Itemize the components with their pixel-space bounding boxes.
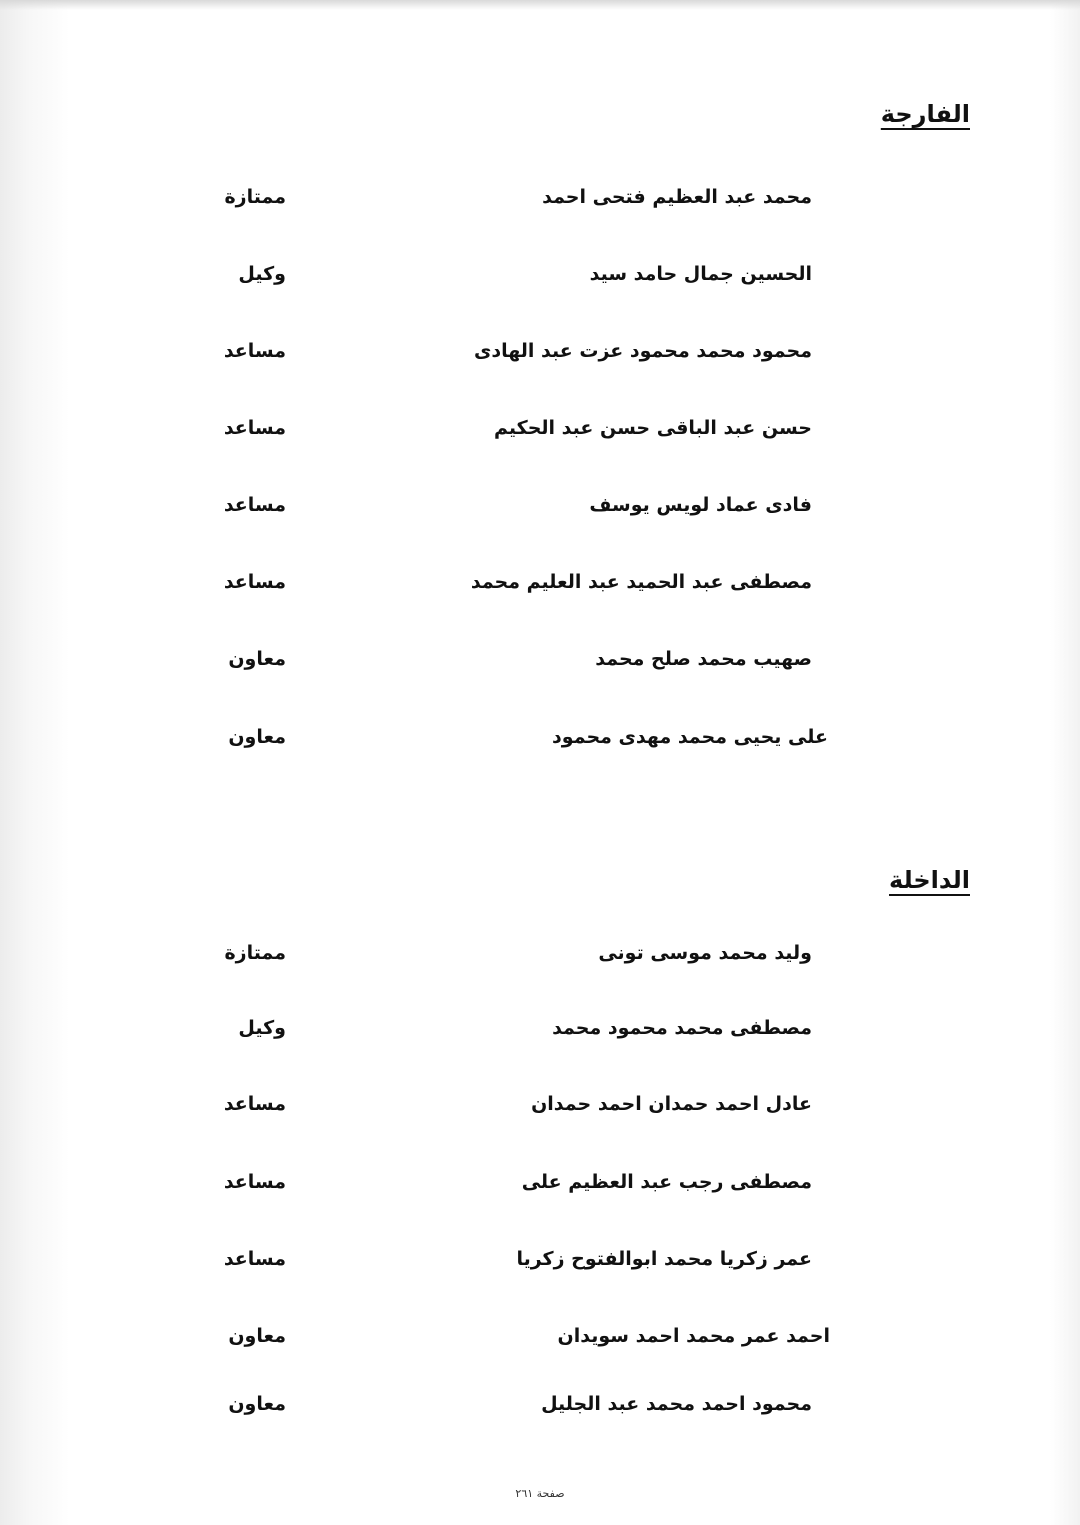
employee-rank: مساعد: [223, 340, 286, 362]
employee-name: عمر زكريا محمد ابوالفتوح زكريا: [516, 1248, 812, 1270]
employee-rank: مساعد: [223, 571, 286, 593]
employee-rank: مساعد: [223, 1171, 286, 1193]
list-item: [0, 1393, 1080, 1423]
list-item: [0, 648, 1080, 678]
employee-name: احمد عمر محمد احمد سويدان: [557, 1325, 830, 1347]
employee-rank: ممتازة: [224, 942, 286, 964]
scan-edge: [0, 0, 1080, 10]
list-item: [0, 942, 1080, 972]
section-heading: الفارجة: [880, 100, 970, 128]
employee-name: عادل احمد حمدان احمد حمدان: [531, 1093, 812, 1115]
employee-name: فادى عماد لويس يوسف: [589, 494, 812, 516]
employee-name: محمود محمد محمود عزت عبد الهادى: [473, 340, 812, 362]
employee-name: محمد عبد العظيم فتحى احمد: [542, 186, 812, 208]
employee-rank: معاون: [228, 1393, 286, 1415]
employee-rank: مساعد: [223, 1093, 286, 1115]
employee-name: على يحيى محمد مهدى محمود: [552, 726, 828, 748]
employee-rank: مساعد: [223, 417, 286, 439]
employee-name: مصطفى محمد محمود محمد: [552, 1017, 812, 1039]
list-item: [0, 1093, 1080, 1123]
employee-rank: مساعد: [223, 494, 286, 516]
employee-name: محمود احمد محمد عبد الجليل: [541, 1393, 812, 1415]
page-number: صفحة ٢٦١: [515, 1487, 565, 1500]
employee-rank: ممتازة: [224, 186, 286, 208]
list-item: [0, 571, 1080, 601]
employee-name: حسن عبد الباقى حسن عبد الحكيم: [494, 417, 812, 439]
employee-rank: مساعد: [223, 1248, 286, 1270]
list-item: [0, 1171, 1080, 1201]
list-item: [0, 1325, 1080, 1355]
list-item: [0, 1248, 1080, 1278]
employee-name: وليد محمد موسى تونى: [598, 942, 812, 964]
employee-rank: معاون: [228, 648, 286, 670]
list-item: [0, 263, 1080, 293]
employee-name: مصطفى عبد الحميد عبد العليم محمد: [470, 571, 812, 593]
employee-rank: معاون: [228, 1325, 286, 1347]
list-item: [0, 726, 1080, 756]
list-item: [0, 417, 1080, 447]
list-item: [0, 1017, 1080, 1047]
list-item: [0, 186, 1080, 216]
employee-rank: معاون: [228, 726, 286, 748]
section-heading: الداخلة: [889, 866, 970, 894]
employee-rank: وكيل: [238, 1017, 286, 1039]
employee-name: صهيب محمد صلح محمد: [595, 648, 812, 670]
list-item: [0, 494, 1080, 524]
employee-rank: وكيل: [238, 263, 286, 285]
employee-name: الحسين جمال حامد سيد: [589, 263, 812, 285]
employee-name: مصطفى رجب عبد العظيم على: [521, 1171, 812, 1193]
list-item: [0, 340, 1080, 370]
